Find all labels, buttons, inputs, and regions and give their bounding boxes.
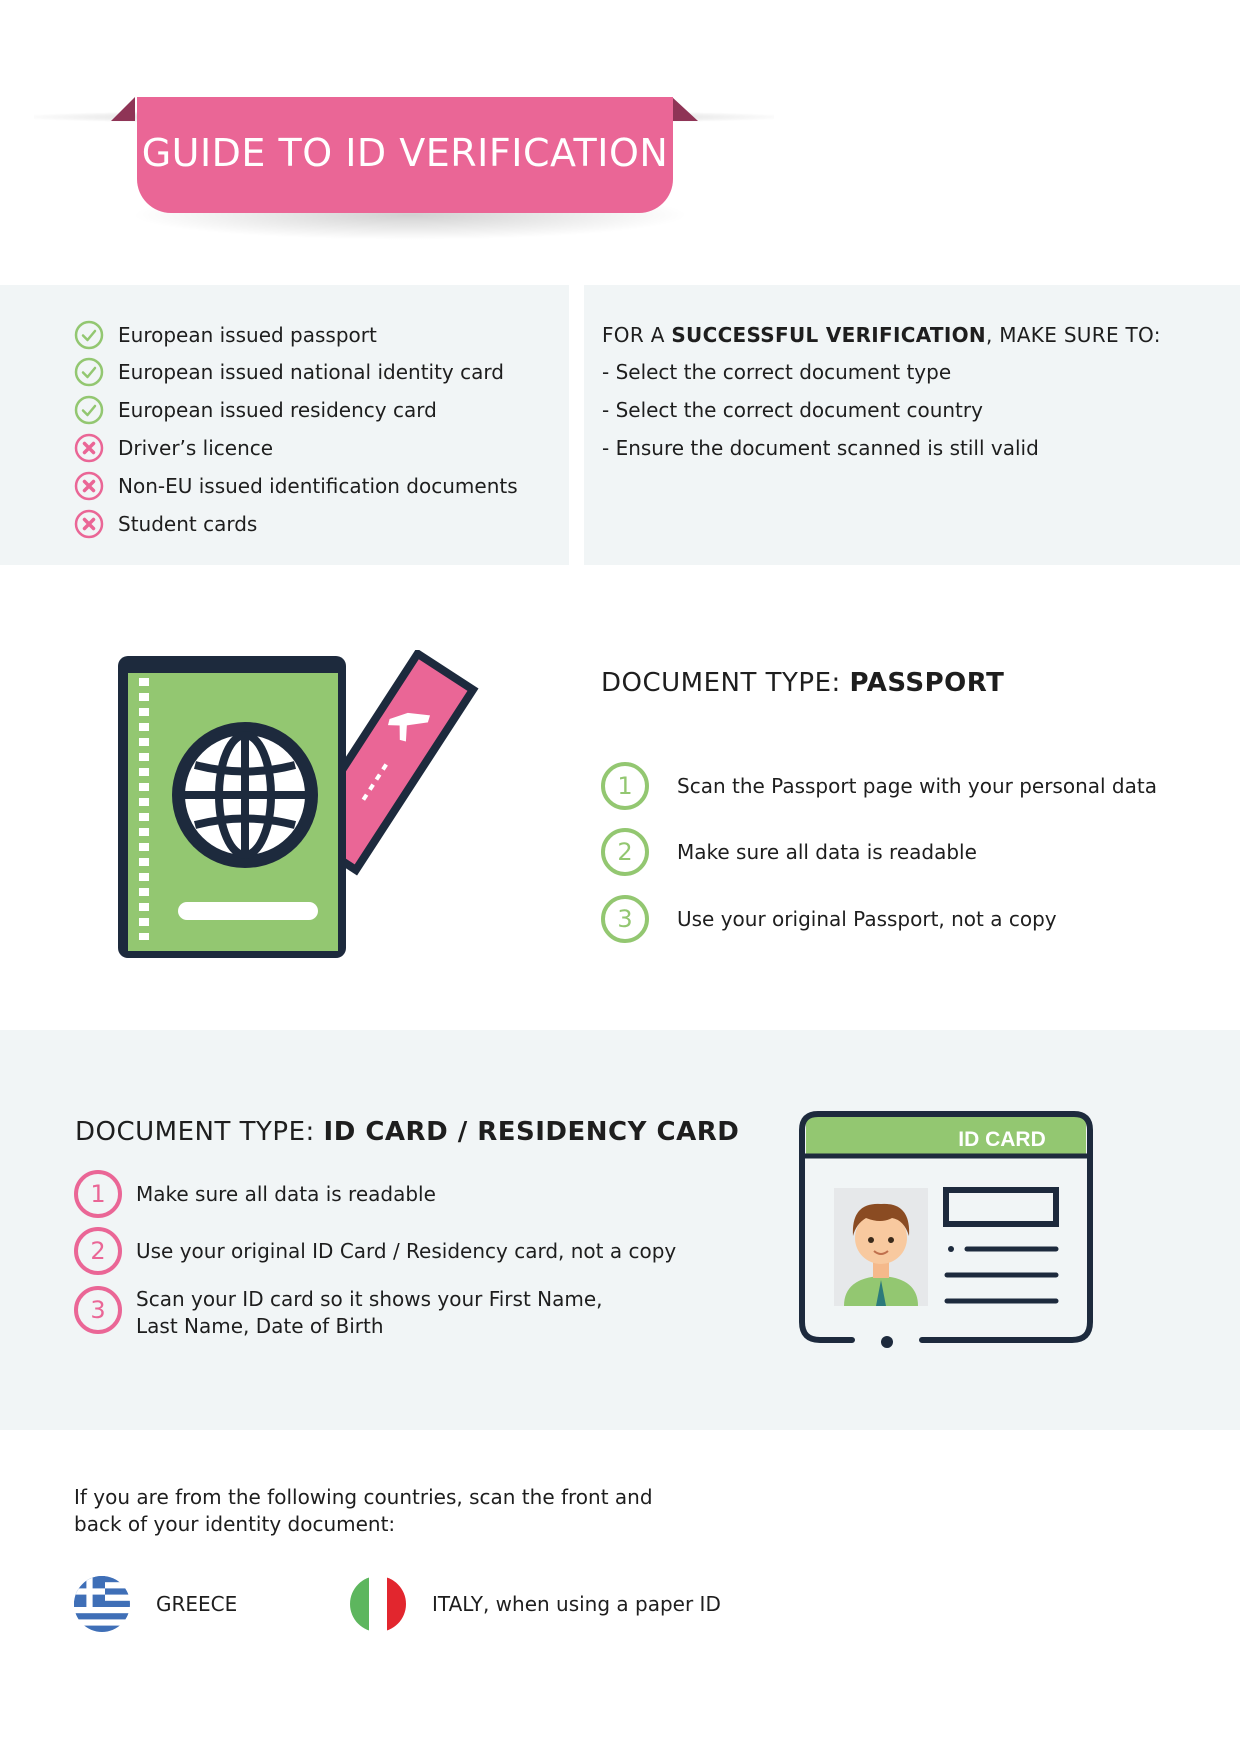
accepted-documents-panel xyxy=(0,285,569,565)
verification-tips-panel xyxy=(584,285,1240,565)
step-number-badge: 1 xyxy=(74,1170,122,1218)
step-text: Make sure all data is readable xyxy=(677,840,977,864)
id-card-section-title: DOCUMENT TYPE: ID CARD / RESIDENCY CARD xyxy=(75,1117,740,1147)
step-number-badge: 2 xyxy=(601,828,649,876)
step-text: Scan your ID card so it shows your First Name, Last Name, Date of Birth xyxy=(136,1287,603,1338)
country-name: GREECE xyxy=(156,1592,238,1616)
country-item-greece xyxy=(74,1576,237,1632)
italy-flag-icon xyxy=(350,1576,406,1632)
check-circle-icon xyxy=(74,320,104,350)
step-number-badge: 2 xyxy=(74,1227,122,1275)
list-item-rejected xyxy=(74,509,257,539)
step-text: Use your original ID Card / Residency card, not a copy xyxy=(136,1239,677,1263)
verification-tip: - Ensure the document scanned is still valid xyxy=(602,436,1039,460)
passport-step xyxy=(601,895,1057,943)
id-card-step xyxy=(74,1170,436,1218)
step-text: Use your original Passport, not a copy xyxy=(677,907,1057,931)
list-item-accepted xyxy=(74,395,437,425)
check-circle-icon xyxy=(74,395,104,425)
id-card-illustration-icon xyxy=(796,1110,1096,1350)
list-item-label: European issued passport xyxy=(118,323,377,347)
list-item-rejected xyxy=(74,433,273,463)
country-item-italy xyxy=(350,1576,721,1632)
passport-step xyxy=(601,762,1157,810)
id-card-label: ID CARD xyxy=(958,1128,1046,1151)
banner-fold-right xyxy=(672,97,698,121)
step-text: Scan the Passport page with your personal data xyxy=(677,774,1157,798)
id-card-step xyxy=(74,1227,676,1275)
title-banner xyxy=(137,97,673,213)
list-item-label: European issued residency card xyxy=(118,398,437,422)
page-title: GUIDE TO ID VERIFICATION xyxy=(141,131,669,175)
cross-circle-icon xyxy=(74,471,104,501)
passport-illustration-icon xyxy=(110,650,490,966)
verification-tip: - Select the correct document type xyxy=(602,360,952,384)
step-number-badge: 3 xyxy=(74,1286,122,1334)
id-card-step xyxy=(74,1286,603,1340)
greece-flag-icon xyxy=(74,1576,130,1632)
countries-intro: If you are from the following countries, scan the front and back of your identity document: xyxy=(74,1485,653,1536)
verification-tip: - Select the correct document country xyxy=(602,398,983,422)
verification-heading: FOR A SUCCESSFUL VERIFICATION, MAKE SURE TO: xyxy=(602,323,1161,347)
list-item-label: Student cards xyxy=(118,512,258,536)
passport-step xyxy=(601,828,977,876)
banner-fold-left xyxy=(111,97,135,121)
cross-circle-icon xyxy=(74,509,104,539)
list-item-accepted xyxy=(74,357,504,387)
list-item-label: Driver’s licence xyxy=(118,436,274,460)
check-circle-icon xyxy=(74,357,104,387)
list-item-label: European issued national identity card xyxy=(118,360,504,384)
step-number-badge: 3 xyxy=(601,895,649,943)
list-item-accepted xyxy=(74,320,377,350)
country-name: ITALY, when using a paper ID xyxy=(432,1592,721,1616)
step-number-badge: 1 xyxy=(601,762,649,810)
cross-circle-icon xyxy=(74,433,104,463)
passport-section-title: DOCUMENT TYPE: PASSPORT xyxy=(601,668,1005,698)
step-text: Make sure all data is readable xyxy=(136,1182,436,1206)
list-item-label: Non-EU issued identification documents xyxy=(118,474,518,498)
list-item-rejected xyxy=(74,471,518,501)
